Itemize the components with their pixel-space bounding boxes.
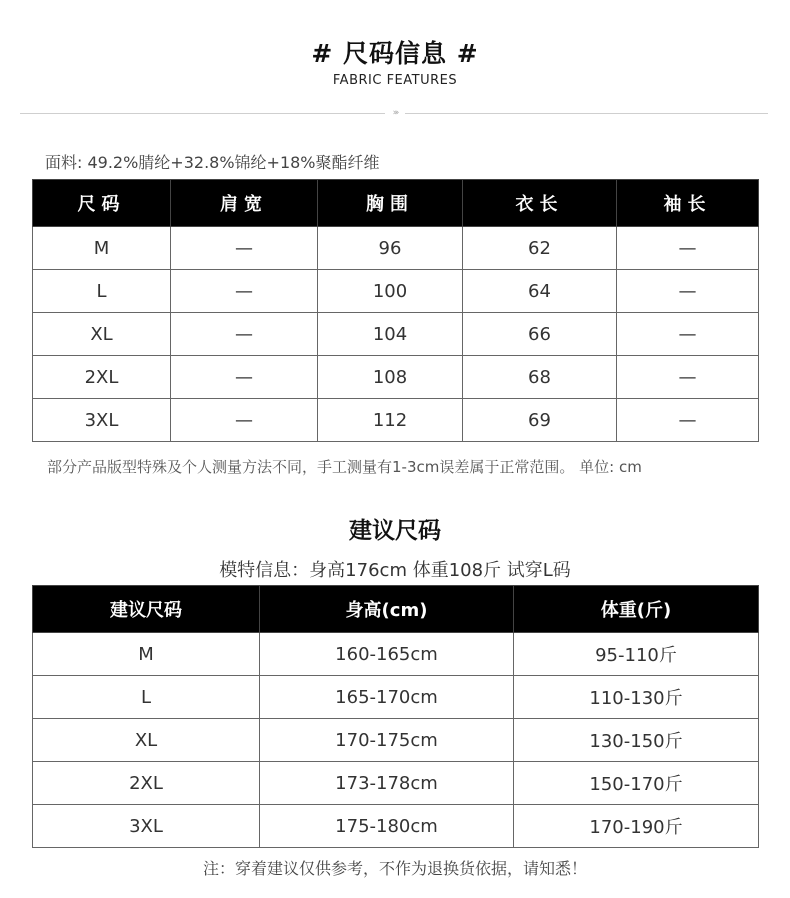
header-chest: 胸围 [318,180,463,227]
cell-size: XL [33,719,260,762]
cell-size: 3XL [33,399,171,442]
cell-shoulder: — [171,313,318,356]
cell-sleeve: — [617,399,759,442]
recommend-title: 建议尺码 [349,518,441,544]
header-sleeve: 袖长 [617,180,759,227]
header-height: 身高(cm) [260,586,514,633]
page-title: # 尺码信息 # [311,39,479,68]
cell-size: 3XL [33,805,260,848]
footer-note: 注：穿着建议仅供参考，不作为退换货依据，请知悉！ [202,859,587,878]
cell-weight: 110-130斤 [514,676,759,719]
table-row [33,270,759,313]
cell-height: 173-178cm [260,762,514,805]
cell-shoulder: — [171,270,318,313]
table-row [33,227,759,270]
cell-height: 175-180cm [260,805,514,848]
cell-length: 62 [463,227,617,270]
cell-sleeve: — [617,270,759,313]
cell-weight: 170-190斤 [514,805,759,848]
header-weight: 体重(斤) [514,586,759,633]
recommend-table [32,585,759,848]
table-row [33,356,759,399]
header-length: 衣长 [463,180,617,227]
header-recommended-size: 建议尺码 [33,586,260,633]
cell-weight: 150-170斤 [514,762,759,805]
table-row [33,633,759,676]
fabric-composition: 面料: 49.2%腈纶+32.8%锦纶+18%聚酯纤维 [45,153,380,172]
cell-chest: 104 [318,313,463,356]
model-info: 模特信息：身高176cm 体重108斤 试穿L码 [219,560,571,581]
cell-size: L [33,676,260,719]
table-row [33,762,759,805]
cell-shoulder: — [171,399,318,442]
measurement-note: 部分产品版型特殊及个人测量方法不同，手工测量有1-3cm误差属于正常范围。 单位: cm [47,458,642,476]
cell-weight: 95-110斤 [514,633,759,676]
table-row [33,399,759,442]
cell-height: 165-170cm [260,676,514,719]
cell-size: 2XL [33,356,171,399]
cell-sleeve: — [617,313,759,356]
table-row [33,719,759,762]
table-row [33,313,759,356]
cell-length: 69 [463,399,617,442]
cell-chest: 112 [318,399,463,442]
size-table [32,179,759,442]
cell-size: 2XL [33,762,260,805]
cell-shoulder: — [171,356,318,399]
cell-size: M [33,633,260,676]
cell-size: XL [33,313,171,356]
cell-length: 66 [463,313,617,356]
cell-weight: 130-150斤 [514,719,759,762]
cell-shoulder: — [171,227,318,270]
cell-sleeve: — [617,227,759,270]
page-subtitle: FABRIC FEATURES [332,73,458,88]
cell-length: 64 [463,270,617,313]
recommend-table-header-row [33,586,759,633]
cell-chest: 100 [318,270,463,313]
cell-size: L [33,270,171,313]
size-table-header-row [33,180,759,227]
chevrons-icon: ››› [385,107,405,119]
cell-chest: 96 [318,227,463,270]
cell-chest: 108 [318,356,463,399]
table-row [33,805,759,848]
cell-height: 170-175cm [260,719,514,762]
cell-length: 68 [463,356,617,399]
header-shoulder: 肩宽 [171,180,318,227]
cell-size: M [33,227,171,270]
cell-height: 160-165cm [260,633,514,676]
table-row [33,676,759,719]
cell-sleeve: — [617,356,759,399]
header-size: 尺码 [33,180,171,227]
